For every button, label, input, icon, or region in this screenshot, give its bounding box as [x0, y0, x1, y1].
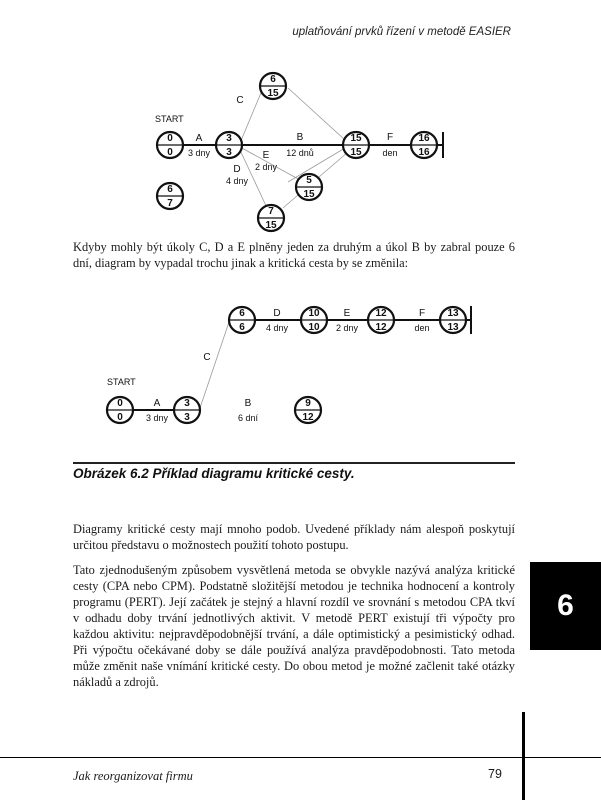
svg-text:15: 15 [303, 189, 315, 200]
svg-text:10: 10 [308, 322, 320, 333]
svg-text:10: 10 [308, 308, 320, 319]
svg-text:15: 15 [350, 147, 362, 158]
activity-f-duration: den [382, 148, 398, 158]
activity-a-duration-2: 3 dny [145, 413, 169, 423]
chapter-tab: 6 [530, 562, 601, 650]
svg-text:13: 13 [447, 322, 459, 333]
svg-text:12: 12 [375, 322, 387, 333]
svg-text:9: 9 [305, 398, 311, 409]
page-number: 79 [488, 767, 502, 781]
node-12 [368, 307, 394, 333]
activity-e-label: E [262, 150, 270, 161]
svg-text:15: 15 [265, 220, 277, 231]
svg-text:7: 7 [167, 198, 173, 209]
figure-caption: Obrázek 6.2 Příklad diagramu kritické cesty. [73, 466, 355, 481]
svg-text:16: 16 [418, 147, 430, 158]
activity-a-label: A [195, 133, 203, 144]
activity-e-label-2: E [343, 308, 351, 319]
activity-c-label-2: C [203, 352, 211, 363]
svg-text:13: 13 [447, 308, 459, 319]
activity-a-duration: 3 dny [187, 148, 211, 158]
svg-text:12: 12 [375, 308, 387, 319]
activity-b-label-2: B [244, 398, 252, 409]
svg-text:0: 0 [117, 398, 123, 409]
svg-text:3: 3 [226, 133, 232, 144]
svg-text:5: 5 [306, 175, 312, 186]
svg-text:0: 0 [117, 412, 123, 423]
paragraph-intro: Kdyby mohly být úkoly C, D a E plněny jeden za druhým a úkol B by zabral pouze 6 dní, diagram by vypadal trochu jinak a kritická cesta by se změnila: [73, 240, 515, 270]
node-10 [301, 307, 327, 333]
activity-d-label-2: D [273, 308, 281, 319]
svg-text:3: 3 [226, 147, 232, 158]
start-label: START [155, 114, 184, 124]
svg-text:12: 12 [302, 412, 314, 423]
svg-text:15: 15 [267, 88, 279, 99]
paragraph-diagram-forms: Diagramy kritické cesty mají mnoho podob. Uvedené příklady nám alespoň poskytují určitou představu o možnostech použití tohoto postupu. [73, 522, 515, 552]
activity-d-label: D [233, 164, 241, 175]
node-3-2 [174, 397, 200, 423]
svg-text:3: 3 [184, 412, 190, 423]
svg-text:7: 7 [268, 206, 274, 217]
activity-d-duration-2: 4 dny [265, 323, 289, 333]
node-6-2 [229, 307, 255, 333]
running-head: uplatňování prvků řízení v metodě EASIER [292, 26, 511, 38]
svg-text:0: 0 [167, 133, 173, 144]
activity-a-label-2: A [153, 398, 161, 409]
svg-text:6: 6 [167, 184, 173, 195]
svg-text:0: 0 [167, 147, 173, 158]
activity-b-duration: 12 dnů [286, 148, 314, 158]
node-start-2 [107, 397, 133, 423]
activity-b-label: B [296, 132, 304, 143]
activity-c-label: C [236, 95, 244, 106]
activity-e-duration-2: 2 dny [335, 323, 359, 333]
svg-text:6: 6 [239, 308, 245, 319]
footer-horizontal-rule [0, 757, 601, 758]
activity-f-label-2: F [418, 308, 426, 319]
svg-text:3: 3 [184, 398, 190, 409]
footer-book-title: Jak reorganizovat firmu [73, 769, 193, 783]
activity-f-label: F [386, 132, 394, 143]
caption-rule [73, 462, 515, 464]
node-9 [295, 397, 321, 423]
svg-text:16: 16 [418, 133, 430, 144]
svg-text:6: 6 [239, 322, 245, 333]
svg-text:6: 6 [270, 74, 276, 85]
start-label-2: START [107, 377, 136, 387]
node-13 [440, 307, 466, 333]
activity-f-duration-2: den [414, 323, 430, 333]
activity-e-duration: 2 dny [254, 162, 278, 172]
paragraph-cpa-pert: Tato zjednodušeným způsobem vysvětlená metoda se obvykle nazývá analýza kritické cesty (CPA nebo CPM). Podstatně složitější metodou je technika hodnocení a kontroly programu (PERT). Její začátek je stejný a hlavní rozdíl ve srovnání s metodou CPA tkví v odhadu doby trvání jednotlivých aktivit. V metodě PERT existují tři výpočty pro každou aktivitu: nejpravděpodobnější trvání, a dále optimistický a pesimistický odhad. Při výpočtu očekávané doby se dále používá analýza pravděpodobnosti. Tato metoda může změnit naše vnímání kritické cesty. Do obou metod je možné začlenit také otázky nákladů a zdrojů. [73, 563, 515, 689]
activity-d-duration: 4 dny [225, 176, 249, 186]
svg-text:15: 15 [350, 133, 362, 144]
activity-b-duration-2: 6 dní [237, 413, 259, 423]
footer-vertical-rule [522, 712, 525, 800]
